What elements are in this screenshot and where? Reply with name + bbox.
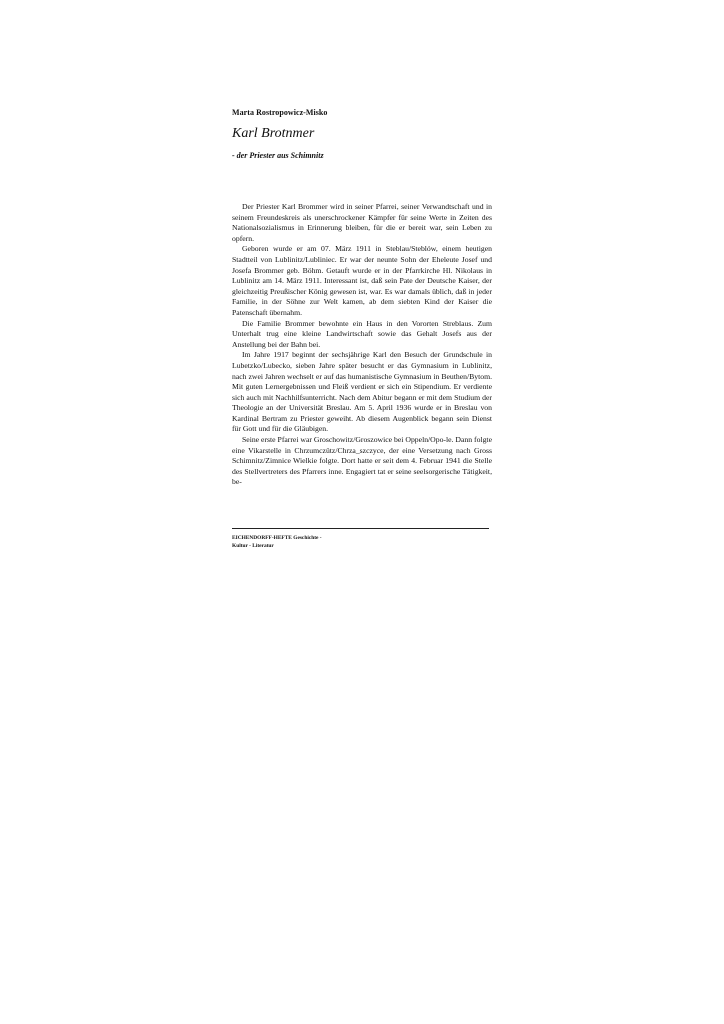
paragraph: Im Jahre 1917 beginnt der sechsjährige Karl den Besuch der Grundschule in Lubetzko/Lubecko, sieben Jahre später besucht er das Gymnasium in Lublinitz, nach zwei Jahren wechselt er auf das humanistische Gymnasium in Beuthen/Bytom. Mit guten Lernergebnissen und Fleiß verdient er sich ein Stipendium. Er verdiente sich auch mit Nachhilfsunterricht. Nach dem Abitur begann er mit dem Studium der Theologie an der Universität Breslau. Am 5. April 1936 wurde er in Breslau von Kardinal Bertram zu Priester geweiht. Ab diesem Augenblick begann sein Dienst für Gott und für die Gläubigen. [232,350,492,434]
paragraph: Die Familie Brommer bewohnte ein Haus in den Vororten Streblaus. Zum Unterhalt trug eine kleine Landwirtschaft sowie das Gehalt Josefs aus der Anstellung bei der Bahn bei. [232,318,492,349]
paragraph: Der Priester Karl Brommer wird in seiner Pfarrei, seiner Verwandtschaft und in seinem Freundeskreis als unerschrockener Kämpfer für seine Werte in Zeiten des Nationalsozialismus in Erinnerung bleiben, für die er bereit war, sein Leben zu opfern. [232,202,492,243]
journal-footer [232,534,352,550]
article-body [232,202,492,488]
author-name: Marta Rostropowicz-Misko [232,108,328,117]
footer-divider [232,528,489,529]
journal-name-line-2: Kultur - Literatur [232,543,274,549]
paragraph: Geboren wurde er am 07. März 1911 in Steblau/Steblów, einem heutigen Stadtteil von Lublinitz/Lubliniec. Er war der neunte Sohn der Eheleute Josef und Josefa Brommer geb. Böhm. Getauft wurde er in der Pfarrkirche Hl. Nikolaus in Lublinitz am 14. März 1911. Interessant ist, daß sein Pate der Deutsche Kaiser, der gleichzeitig Preußischer König gewesen ist, war. Es war damals üblich, daß in jeder Familie, in der Söhne zur Welt kamen, ab dem siebten Kind der Kaiser die Patenschaft übernahm. [232,244,492,317]
article-subtitle: - der Priester aus Schimnitz [232,151,324,160]
article-title: Karl Brotnmer [232,126,315,141]
journal-name-line-1: EICHENDORFF-HEFTE Geschichte - [232,535,322,541]
paragraph: Seine erste Pfarrei war Groschowitz/Groszowice bei Oppeln/Opo-le. Dann folgte eine Vikarstelle in Chrzumczütz/Chrza_szczyce, der eine Versetzung nach Gross Schimnitz/Zimnice Wielkie folgte. Dort hatte er seit dem 4. Februar 1941 die Stelle des Stellvertreters des Pfarrers inne. Engagiert tat er seine seelsorgerische Tätigkeit, be- [232,435,492,487]
